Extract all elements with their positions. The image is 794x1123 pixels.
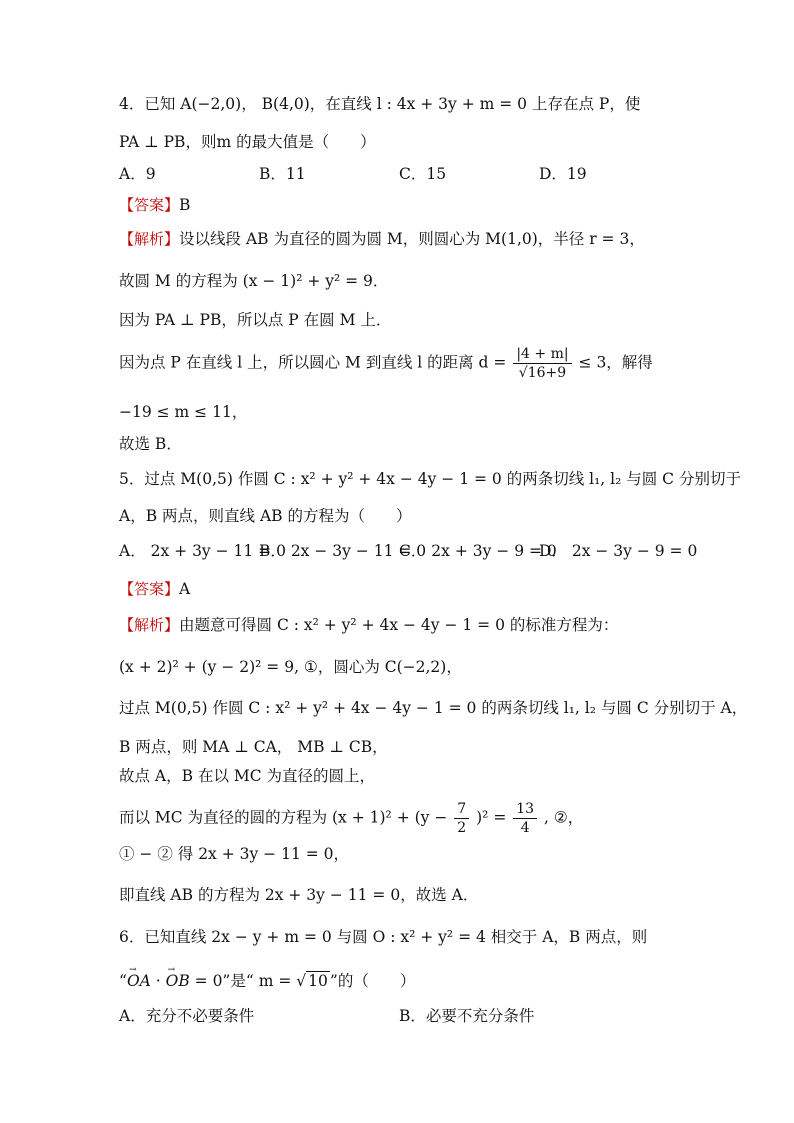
fraction-denominator: 2 [457, 820, 467, 836]
q5-option-b: B． 2x − 3y − 11 = 0 [259, 542, 427, 560]
q4-stem-line1: 4．已知 A(−2,0)， B(4,0)，在直线 l : 4x + 3y + m = 0 上存在点 P，使 [119, 95, 641, 113]
q5-analysis-line2: (x + 2)² + (y − 2)² = 9, ①，圆心为 C(−2,2)， [119, 658, 462, 676]
q4-analysis-line4 [119, 345, 653, 382]
q5-stem-line2: A，B 两点，则直线 AB 的方程为（ ） [119, 507, 412, 525]
q4-answer-value: B [179, 196, 191, 214]
distance-fraction [513, 345, 571, 382]
q6-line2-mid: = 0”是“ m = [189, 972, 297, 990]
q5-option-c: C． 2x + 3y − 9 = 0 [399, 542, 557, 560]
fraction-denominator: 4 [520, 820, 530, 836]
q4-analysis4-post: ≤ 3，解得 [578, 353, 653, 372]
q4-option-b: B．11 [259, 165, 306, 183]
sqrt-radicand: 10 [308, 972, 328, 990]
answer-tag: 【答案】 [119, 580, 180, 598]
q4-analysis-text1: 设以线段 AB 为直径的圆为圆 M，则圆心为 M(1,0)，半径 r = 3， [179, 230, 645, 248]
q4-option-a: A．9 [119, 165, 156, 183]
answer-tag: 【答案】 [119, 196, 180, 214]
q5-analysis-line1 [119, 614, 618, 636]
fraction-numerator: 13 [513, 800, 537, 819]
q5-analysis-line4: B 两点，则 MA ⊥ CA， MB ⊥ CB， [119, 738, 388, 756]
q5-analysis6-mid: )² = [476, 808, 507, 827]
fraction-numerator: |4 + m| [513, 345, 571, 364]
q4-option-d: D．19 [539, 165, 587, 183]
q5-option-d: D． 2x − 3y − 9 = 0 [539, 542, 698, 560]
q5-analysis6-post: , ②， [544, 808, 584, 827]
q5-analysis-line3: 过点 M(0,5) 作圆 C : x² + y² + 4x − 4y − 1 = 0 的两条切线 l₁, l₂ 与圆 C 分别切于 A， [119, 699, 748, 717]
q4-analysis-line1 [119, 228, 645, 250]
q6-stem-line2: “→ OA · → OB = 0”是“ m = √ 10 ”的（ ） [119, 970, 415, 992]
fraction-denominator: √16+9 [518, 365, 567, 381]
q4-analysis-line6: 故选 B． [119, 435, 182, 453]
analysis-tag: 【解析】 [119, 230, 180, 248]
q6-option-a: A．充分不必要条件 [119, 1007, 255, 1025]
q5-analysis-line6 [119, 800, 583, 837]
fraction-13-4 [513, 800, 537, 837]
q5-analysis-line5: 故点 A，B 在以 MC 为直径的圆上， [119, 767, 376, 785]
q5-analysis6-pre: 而以 MC 为直径的圆的方程为 (x + 1)² + (y − [119, 808, 448, 827]
q5-answer-value: A [179, 580, 191, 598]
analysis-tag: 【解析】 [119, 616, 180, 634]
q6-line2-post: ”的（ ） [329, 972, 416, 990]
q4-analysis4-pre: 因为点 P 在直线 l 上，所以圆心 M 到直线 l 的距离 d = [119, 353, 507, 372]
q6-option-b: B．必要不充分条件 [399, 1007, 535, 1025]
fraction-7-2 [454, 800, 469, 837]
q6-open-quote: “ [119, 972, 127, 990]
q5-analysis-line7: ① − ② 得 2x + 3y − 11 = 0， [119, 845, 350, 863]
dot-operator: · [150, 972, 166, 990]
q4-answer [119, 194, 190, 216]
q5-analysis-text1: 由题意可得圆 C : x² + y² + 4x − 4y − 1 = 0 的标准方程为： [179, 616, 619, 634]
vector-ob: → OB [166, 970, 190, 992]
q4-stem-line2: PA ⊥ PB，则m 的最大值是（ ） [119, 133, 376, 151]
fraction-numerator: 7 [454, 800, 469, 819]
vector-oa: → OA [127, 970, 151, 992]
q5-answer [119, 578, 190, 600]
q4-analysis-line2: 故圆 M 的方程为 (x − 1)² + y² = 9． [119, 272, 389, 290]
q6-stem-line1: 6．已知直线 2x − y + m = 0 与圆 O : x² + y² = 4 相交于 A，B 两点，则 [119, 928, 648, 946]
q4-analysis-line3: 因为 PA ⊥ PB，所以点 P 在圆 M 上． [119, 311, 392, 329]
q5-option-a: A． 2x + 3y − 11 = 0 [119, 542, 286, 560]
q5-stem-line1: 5．过点 M(0,5) 作圆 C : x² + y² + 4x − 4y − 1 = 0 的两条切线 l₁, l₂ 与圆 C 分别切于 [119, 470, 741, 488]
q4-analysis-line5: −19 ≤ m ≤ 11， [119, 403, 248, 421]
q4-option-c: C．15 [399, 165, 447, 183]
q5-analysis-line8: 即直线 AB 的方程为 2x + 3y − 11 = 0，故选 A． [119, 886, 479, 904]
